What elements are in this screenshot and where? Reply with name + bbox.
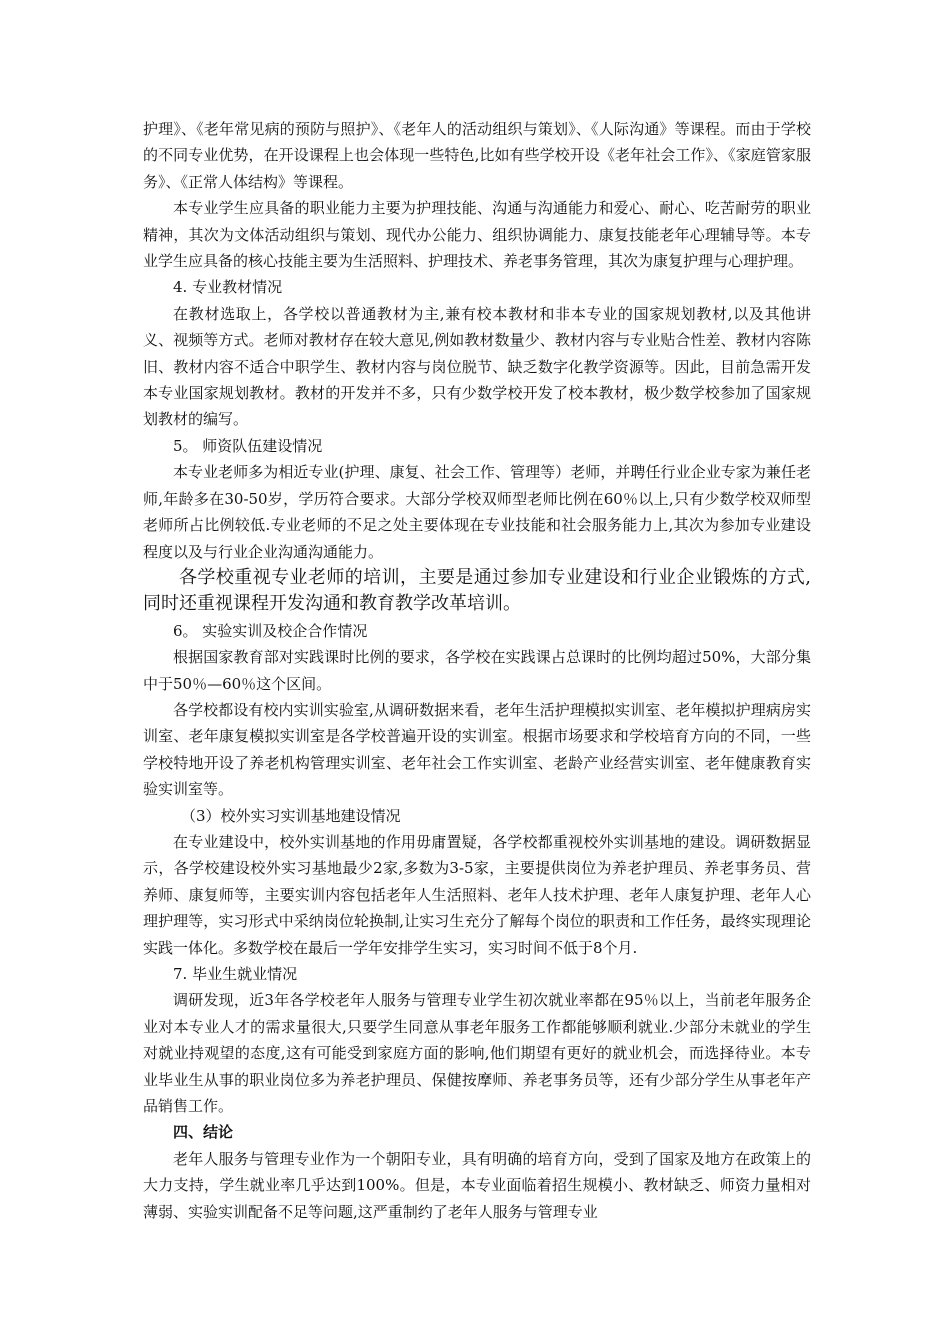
paragraph-training-labs: 各学校都设有校内实训实验室,从调研数据来看，老年生活护理模拟实训室、老年模拟护理病房实训室、老年康复模拟实训室是各学校普遍开设的实训室。根据市场要求和学校培育方向的不同，一些学校特地开设了养老机构管理实训室、老年社会工作实训室、老龄产业经营实训室、老年健康教育实验实训室等。 [143, 700, 811, 799]
paragraph-vocational-abilities: 本专业学生应具备的职业能力主要为护理技能、沟通与沟通能力和爱心、耐心、吃苦耐劳的职业精神，其次为文体活动组织与策划、现代办公能力、组织协调能力、康复技能老年心理辅导等。本专业学生应具备的核心技能主要为生活照料、护理技术、养老事务管理，其次为康复护理与心理护理。 [143, 199, 811, 271]
paragraph-faculty: 本专业老师多为相近专业(护理、康复、社会工作、管理等）老师，并聘任行业企业专家为兼任老师,年龄多在30-50岁，学历符合要求。大部分学校双师型老师比例在60％以上,只有少数学校双师型老师所占比例较低.专业老师的不足之处主要体现在专业技能和社会服务能力上,其次为参加专业建设程度以及与行业企业沟通沟通能力。 [143, 463, 811, 561]
section-heading-textbooks: 4. 专业教材情况 [173, 278, 283, 297]
document-body [143, 116, 811, 1225]
paragraph-employment: 调研发现，近3年各学校老年人服务与管理专业学生初次就业率都在95％以上，当前老年服务企业对本专业人才的需求量很大,只要学生同意从事老年服务工作都能够顺利就业.少部分未就业的学生对就业持观望的态度,这有可能受到家庭方面的影响,他们期望有更好的就业机会，而选择待业。本专业毕业生从事的职业岗位多为养老护理员、保健按摩师、养老事务员等，还有少部分学生从事老年产品销售工作。 [143, 991, 811, 1116]
paragraph-external-bases: 在专业建设中，校外实训基地的作用毋庸置疑，各学校都重视校外实训基地的建设。调研数据显示，各学校建设校外实习基地最少2家,多数为3-5家，主要提供岗位为养老护理员、养老事务员、营养师、康复师等，主要实训内容包括老年人生活照料、老年人技术护理、老年人康复护理、老年人心理护理等，实习形式中采纳岗位轮换制,让实习生充分了解每个岗位的职责和工作任务，最终实现理论实践一体化。多数学校在最后一学年安排学生实习，实习时间不低于8个月. [143, 832, 811, 957]
paragraph-faculty-training: 各学校重视专业老师的培训，主要是通过参加专业建设和行业企业锻炼的方式,同时还重视课程开发沟通和教育教学改革培训。 [143, 566, 811, 615]
paragraph-textbooks: 在教材选取上，各学校以普通教材为主,兼有校本教材和非本专业的国家规划教材,以及其他讲义、视频等方式。老师对教材存在较大意见,例如教材数量少、教材内容与专业贴合性差、教材内容陈旧、教材内容不适合中职学生、教材内容与岗位脱节、缺乏数字化教学资源等。因此，目前急需开发本专业国家规划教材。教材的开发并不多，只有少数学校开发了校本教材，极少数学校参加了国家规划教材的编写。 [143, 304, 811, 429]
paragraph-courses-continued: 护理》、《老年常见病的预防与照护》、《老年人的活动组织与策划》、《人际沟通》等课程。而由于学校的不同专业优势，在开设课程上也会体现一些特色,比如有些学校开设《老年社会工作》、《家庭管家服务》、《正常人体结构》等课程。 [143, 120, 811, 191]
section-heading-employment: 7. 毕业生就业情况 [173, 965, 298, 983]
paragraph-practice-hours: 根据国家教育部对实践课时比例的要求，各学校在实践课占总课时的比例均超过50%，大部分集中于50％—60％这个区间。 [143, 648, 811, 693]
subsection-heading-external-bases: （3）校外实习实训基地建设情况 [181, 806, 401, 825]
section-heading-conclusion: 四、结论 [173, 1123, 234, 1142]
section-heading-faculty: 5。 师资队伍建设情况 [173, 436, 323, 455]
paragraph-conclusion: 老年人服务与管理专业作为一个朝阳专业，具有明确的培育方向，受到了国家及地方在政策上的大力支持，学生就业率几乎达到100%。但是，本专业面临着招生规模小、教材缺乏、师资力量相对薄弱、实验实训配备不足等问题,这严重制约了老年人服务与管理专业 [143, 1149, 811, 1221]
section-heading-practical-training: 6。 实验实训及校企合作情况 [173, 621, 368, 640]
